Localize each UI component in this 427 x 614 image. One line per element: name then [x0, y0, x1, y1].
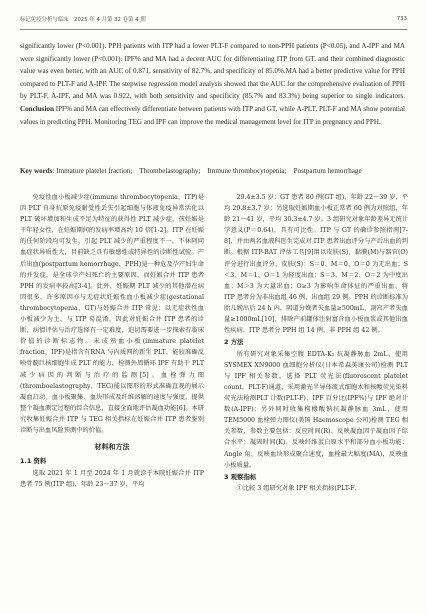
subjects-paragraph: 29.4±3.5 岁；GT 患者 80 例(GT 组)，年龄 22～39 岁，平均 29.8±3.7 岁；另选取妊娠期血小板正常者 60 例为对照组，年龄 21～41 岁，平均 30.3±4.7 岁。3 组研究对象年龄差异无统计学意义(P＝0.64)，具有可比性。ITP 与 GT 的确诊参照指南[7-8]，并由两名血液科医生完成对 ITP 患者出血评分与产后出血的判断。根据 ITP-BAT 评估工具[9]用以皮肤(S)、黏膜(M)与器官(O)评分进行出血评分，皮肤(S)：S＝0、M＝0、O＝0 为无出血；S＜3、M＝1、O＝1 为轻度出血；S＝3、M＝2、O＝2 为中度出血；M＞3 为大量出血；O≥3 为影响生命体征的严重出血。将 ITP 患者分为非出血组 46 例、出血组 29 例。PPH 的诊断标准为胎儿娩出后 24 h 内，阴道分娩者失血量≥500mL、剖宫产者失血量≥1000mL[10]，排除产前罐体注射富含血小板血浆或其他出血性疾病。ITP 患者分 PPH 组 14 例、非 PPH 组 42 例。 [224, 194, 408, 335]
journal-name: 标记免疫分析与临床 2025 年 4 月第 32 卷第 4 期 [20, 17, 146, 23]
methods-paragraph: 所有研究对象采集空腹 EDTA-K₂ 抗凝静脉血 2mL，使用 SYSMEX XN9000 血细胞分析仪(日本希森美康公司)检测 PLT 与 IPF 相关参数，选择 PLT 荧光法(fluorescent platelet count，PLT-F)通道，采用激光半导体流式细胞术和核酸荧光染料荧光法检测PLT 计数(PLT-F)、IPF 百分比(IPF%)与 IPF 绝对计数(A-IPF)；另外同时收集枸橼酸钠抗凝静脉血 3mL，使用 TEM5000 血栓弹力图仪(美国 Haemoscope 公司)检测 TEG 相关参数，参数主要包括：反应时间(R)、反映凝血因子凝血因子综合水平；凝固时间(K)、反映纤维蛋白原水平和部分血小板功能；Angle 角，反映血块形成聚合速度，血栓最大幅度(MA)，反映血小板质量。 [224, 350, 408, 469]
left-column [20, 192, 204, 490]
right-column [224, 192, 408, 494]
subsection-title-methods: 2 方法 [224, 338, 244, 347]
conclusion-label: Conclusion [20, 104, 54, 113]
english-abstract [20, 40, 405, 128]
section-title-materials-methods: 材料和方法 [94, 443, 130, 452]
keywords-text: : Immature platelet fraction; Thrombelastography; Immune thrombocytopenia; Postpartum hemorrhage [52, 167, 362, 175]
subsection-title-observations: 3 观察指标 [224, 472, 257, 481]
observations-paragraph: ①比较 3 组研究对象 IPF 相关指标(PLT-F、 [236, 485, 361, 493]
header-rule [20, 29, 407, 30]
conclusion-text: IPF% and MA can effectively differentiate between patients with ITP and GT, while A-PLT, PLT-F and MA show potential values in predicting PPH. Monitoring TEG and IPF can improve the medical management level for ITP in pregnancy and PPH. [20, 104, 405, 126]
abstract-results-text: significantly lower (P<0.001). PPH patients with ITP had a lower PLT-F compared to non-PPH patients (P<0.05), and A-IPF and MA were significantly lower (P<0.001). IPF% and MA had a decent AUC for differentiating ITP from GT, and their combined diagnostic value was even better, with an AUC of 0.871, sensitivity of 82.7%, and specificity of 85.0%.MA had a better predictive value for PPH compared to PLT-F and A-IPF. The stepwise regression model analysis showed that the AUC for the comprehensive evaluation of PPH by PLT-F, A-IPF, and MA was 0.922, with both sensitivity and specificity (85.7% and 83.3%) being superior to single indicators. [20, 42, 405, 101]
running-header [20, 13, 407, 25]
keywords-label: Key words [20, 167, 53, 175]
page-number: 733 [396, 16, 407, 22]
data-paragraph: 选取 2021 年 1 月至 2024 年 1 月就诊于本院妊娠合并 ITP 患者 75 例(ITP 组)，年龄 23～37 岁，平均 [20, 469, 204, 488]
introduction-paragraph: 免疫性血小板减少症(immune thrombocytopenia，ITP)是因 PLT 自身抗原免疫耐受性丢失引起细胞与体液免疫异常活化以 PLT 破坏增加和生成不足为特征的获得性 PLT 减少症，孩妊娠是干年轻女性，在妊娠期间的发病率增高约 10 倍[1-2]。ITP 在妊娠的任何阶段均可发生，引起 PLT 减少的严重程度不一，不休阿同血症状异质性大，目前缺乏具有敏感性或特异性的诊断性试验。产后出血(postpartum hemorrhage，PPH)是一种危及孕产妇生命的并发症，是全球孕产妇死亡的主要原因，而妊娠合并 ITP 患者 PPH 的发病率较高[3-4]。此外，妊娠期 PLT 减少的其他潜在病因很多，许多原因亦与无症状妊娠性血小板减少症(gestational thrombocytopenia，GT)与妊娠合并 ITP 常见；以无症状性血小板减少为主，与 ITP 易混淆，因此对妊娠合并 ITP 患者的诊断、病情评估与治疗选择有一定难度，迫切需要进一步探索有临床价值的诊断标志物。未成熟血小板(immature platelet fraction，IPF)是指含有RNA 与内质网的新生 PLT，能较准确反映骨髓巨核细胞生成 PLT 的能力，检测外周循环 IPF 有助于 PLT 减少病因的判断与治疗的监测[5]。血栓弹力图(thromboelastography，TEG)能以图形的形式准确直观的展示凝血启动、血小板聚集、血块形成及纤维溶解的速度与强度，提供整个凝血测定过程的综合信息，直接全面地评估凝血功能[6]。本研究收集妊娠合并 ITP 与 TEG 相关指标在妊娠合并 ITP 患者鉴别诊断与出血风险预测中的价值。 [20, 194, 204, 434]
keywords [20, 165, 405, 178]
subsection-title-data: 1.1 资料 [20, 457, 47, 466]
